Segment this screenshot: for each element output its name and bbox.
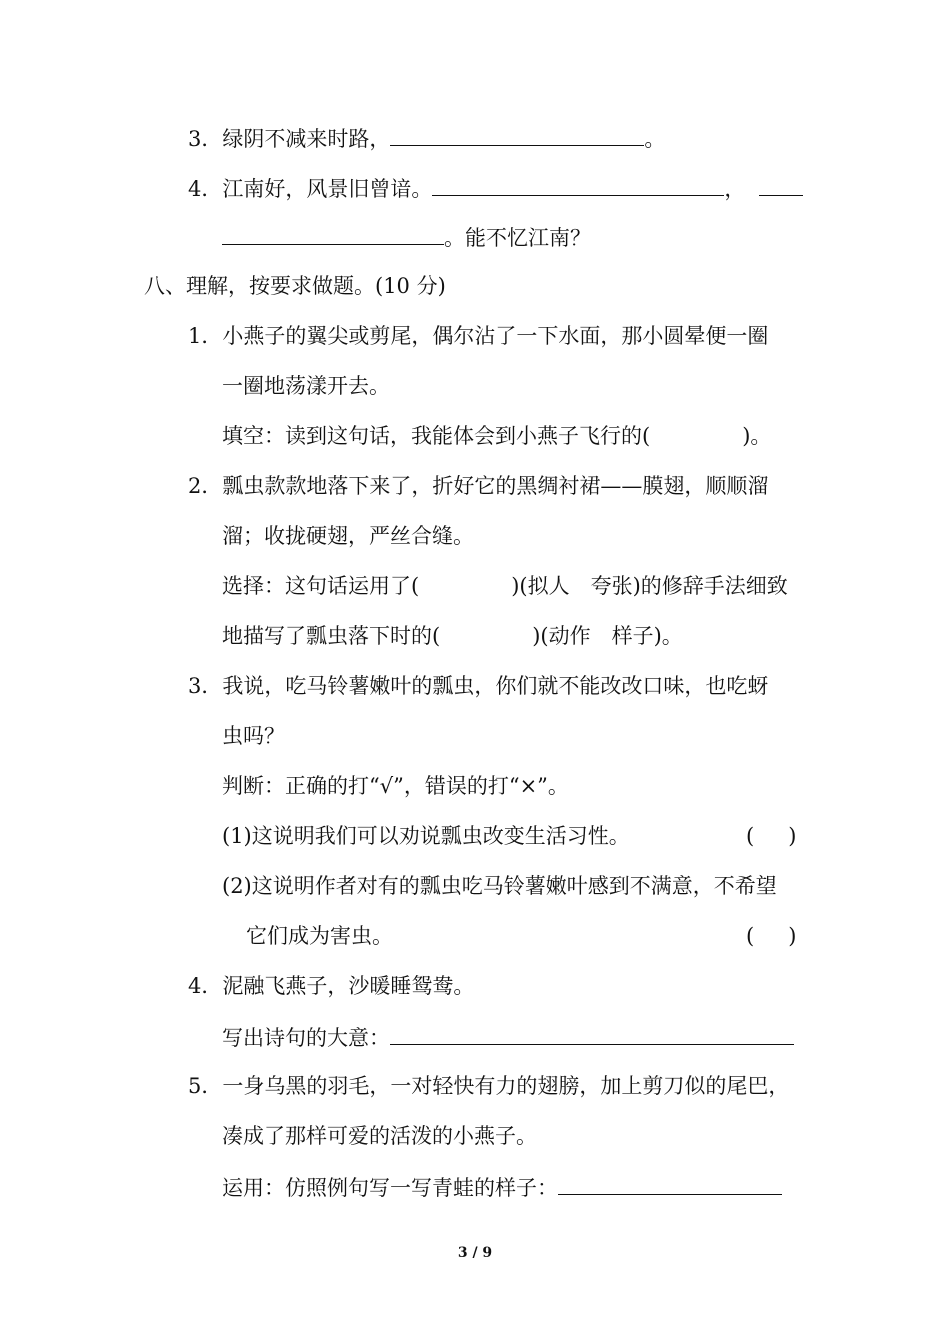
page-number: 3 / 9 bbox=[457, 1245, 493, 1261]
section-heading: 八、理解，按要求做题。(10 分) bbox=[144, 274, 446, 298]
q8-item5-use: 运用：仿照例句写一写青蛙的样子： bbox=[222, 1172, 782, 1202]
answer-blank[interactable] bbox=[558, 1172, 782, 1195]
q7-item3: 3．绿阴不减来时路， 。 bbox=[188, 123, 665, 153]
item-number: 3． bbox=[188, 674, 223, 698]
q8-item3 bbox=[188, 672, 768, 700]
q8-item2-choose: 选择：这句话运用了( )(拟人 夸张)的修辞手法细致 bbox=[222, 574, 788, 598]
item-number: 5． bbox=[188, 1074, 223, 1098]
item-number: 3． bbox=[188, 127, 223, 151]
q8-item2-choose2: 地描写了瓢虫落下时的( )(动作 样子)。 bbox=[222, 624, 683, 648]
answer-blank[interactable] bbox=[222, 222, 444, 245]
item-text: 泥融飞燕子，沙暖睡鸳鸯。 bbox=[222, 974, 475, 998]
q8-item2-cont: 溜；收拢硬翅，严丝合缝。 bbox=[222, 524, 474, 548]
q8-item4-write: 写出诗句的大意： bbox=[222, 1022, 794, 1052]
item-text: 绿阴不减来时路， bbox=[222, 127, 391, 151]
judge-bracket-2[interactable]: ( ) bbox=[746, 924, 797, 948]
item-number: 4． bbox=[188, 974, 223, 998]
q8-item4 bbox=[188, 972, 474, 1000]
q8-item5-cont: 凑成了那样可爱的活泼的小燕子。 bbox=[222, 1124, 537, 1148]
answer-blank[interactable] bbox=[390, 123, 644, 146]
item-text: 江南好，风景旧曾谙。 bbox=[222, 177, 433, 201]
item-text: 瓢虫款款地落下来了，折好它的黑绸衬裙——膜翅，顺顺溜 bbox=[222, 474, 769, 498]
q7-item4-cont: 。能不忆江南？ bbox=[222, 222, 591, 252]
answer-blank[interactable] bbox=[432, 173, 724, 196]
q8-item1-cont: 一圈地荡漾开去。 bbox=[222, 374, 390, 398]
item-number: 4． bbox=[188, 177, 223, 201]
answer-blank[interactable] bbox=[390, 1022, 794, 1045]
q8-item3-sub2: (2)这说明作者对有的瓢虫吃马铃薯嫩叶感到不满意，不希望 bbox=[222, 874, 777, 898]
q7-item4: 4．江南好，风景旧曾谙。 ， bbox=[188, 173, 803, 203]
item-text: 小燕子的翼尖或剪尾，偶尔沾了一下水面，那小圆晕便一圈 bbox=[222, 324, 769, 348]
q8-item2 bbox=[188, 472, 768, 500]
q8-item3-sub1: (1)这说明我们可以劝说瓢虫改变生活习性。 bbox=[222, 824, 630, 848]
judge-bracket-1[interactable]: ( ) bbox=[746, 824, 797, 848]
item-number: 2． bbox=[188, 474, 223, 498]
item-text: 我说，吃马铃薯嫩叶的瓢虫，你们就不能改改口味，也吃蚜 bbox=[222, 674, 769, 698]
q8-item3-cont: 虫吗？ bbox=[222, 724, 285, 748]
q8-item5 bbox=[188, 1072, 789, 1100]
q8-item1 bbox=[188, 322, 768, 350]
answer-blank[interactable] bbox=[759, 173, 803, 196]
q8-item1-fill: 填空：读到这句话，我能体会到小燕子飞行的( )。 bbox=[222, 424, 772, 448]
item-text: 一身乌黑的羽毛，一对轻快有力的翅膀，加上剪刀似的尾巴， bbox=[222, 1074, 790, 1098]
item-number: 1． bbox=[188, 324, 223, 348]
q8-item3-judge: 判断：正确的打“√”，错误的打“×”。 bbox=[222, 774, 569, 798]
q8-item3-sub2-cont: 它们成为害虫。 bbox=[246, 924, 393, 948]
